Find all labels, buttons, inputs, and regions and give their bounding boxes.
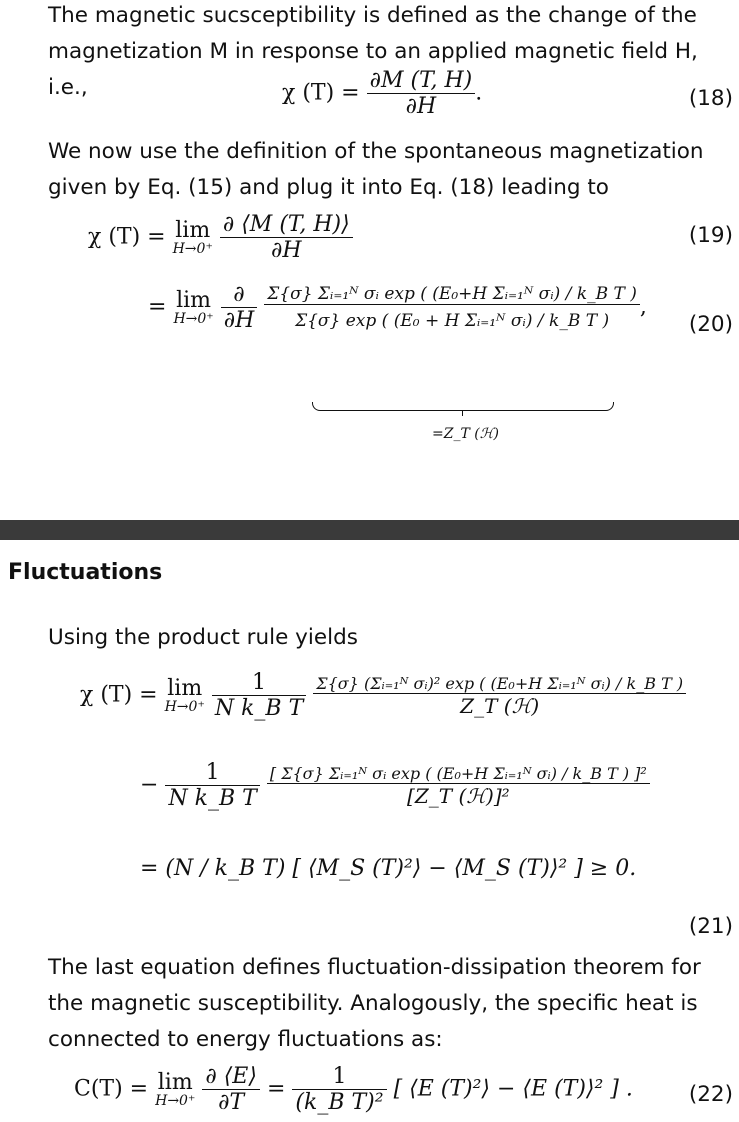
equation-18: χ (T) = $\frac{\partial M (T, H)}{\partial H}$ . xyxy=(282,68,483,119)
page-bottom xyxy=(0,540,739,1122)
slide-divider-bar xyxy=(0,520,739,540)
equation-21-line-2: − $\frac{1}{\text{N k\_B T}}$ $\frac{\text{[ Σ\{σ\} Σᵢ₌₁ᴺ σᵢ exp ( (E₀+H Σᵢ₌₁ᴺ σᵢ) / k\_B T ) ]²}}{\text{[Z\_T (ℋ)]²}}$ xyxy=(140,760,650,811)
equation-number-20: (20) xyxy=(688,312,733,337)
equation-number-22: (22) xyxy=(688,1082,733,1107)
paragraph-spontaneous-magnetization: We now use the definition of the spontaneous magnetization given by Eq. (15) and plug it into Eq. (18) leading to xyxy=(48,139,704,200)
equation-21-line-3: = (N / k_B T) [ ⟨M_S (T)²⟩ − ⟨M_S (T)⟩² ] ≥ 0. xyxy=(140,856,637,881)
equation-number-21: (21) xyxy=(688,914,733,939)
section-title: Fluctuations xyxy=(8,560,163,585)
equation-number-18: (18) xyxy=(688,86,733,111)
underbrace-tip xyxy=(462,410,463,416)
equation-number-19: (19) xyxy=(688,223,733,248)
equation-20: = lim H→0⁺ $\frac{\partial}{\partial H}$ $\frac{\text{Σ\{σ\} Σᵢ₌₁ᴺ σᵢ exp ( (E₀+H Σᵢ₌₁ᴺ σᵢ) / k\_B T )}}{\text{Σ\{σ\} exp ( (E₀ + H Σᵢ₌₁ᴺ σᵢ) / k\_B T )}}$ , xyxy=(148,282,647,333)
underbrace-label: =Z_T (ℋ) xyxy=(432,426,500,442)
equation-19: χ (T) = lim H→0⁺ $\frac{\partial ⟨M (T, H)⟩}{\partial H}$ xyxy=(88,212,353,263)
equation-22: C(T) = lim H→0⁺ $\frac{\partial ⟨E⟩}{\partial T}$ = $\frac{1}{\text{(k\_B T)²}}$ [ ⟨E (T)²⟩ − ⟨E (T)⟩² ] . xyxy=(74,1064,633,1115)
equation-21-line-1: χ (T) = lim H→0⁺ $\frac{1}{\text{N k\_B T}}$ $\frac{\text{Σ\{σ\} (Σᵢ₌₁ᴺ σᵢ)² exp ( (E₀+H Σᵢ₌₁ᴺ σᵢ) / k\_B T )}}{\text{Z\_T (ℋ)}}$ xyxy=(80,670,686,721)
paragraph-product-rule: Using the product rule yields xyxy=(48,625,358,650)
paragraph-susceptibility-definition: The magnetic sucsceptibility is defined as the change of the magnetization M in response to an applied magnetic field H, i.e., xyxy=(48,3,698,100)
underbrace xyxy=(312,402,614,411)
paragraph-fluctuation-dissipation: The last equation defines fluctuation-dissipation theorem for the magnetic susceptibility. Analogously, the specific heat is connected to energy fluctuations as: xyxy=(48,955,701,1052)
page-top xyxy=(0,0,739,520)
